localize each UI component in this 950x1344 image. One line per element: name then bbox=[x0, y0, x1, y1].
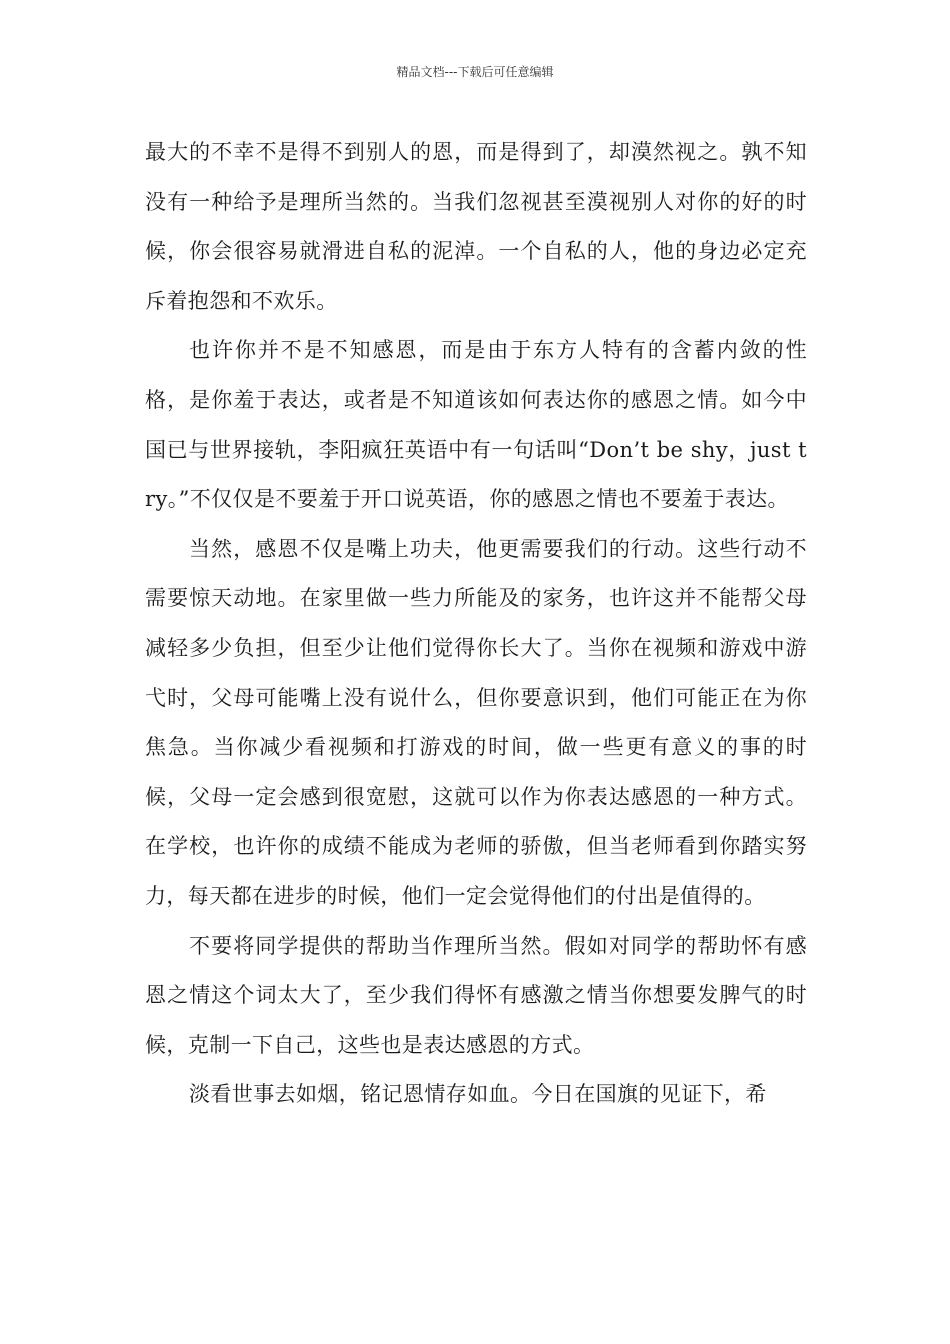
paragraph-5: 淡看世事去如烟，铭记恩情存如血。今日在国旗的见证下，希 bbox=[189, 1082, 767, 1107]
paragraph-1: 最大的不幸不是得不到别人的恩，而是得到了，却漠然视之。孰不知没有一种给予是理所当然的。当我们忽视甚至漠视别人对你的好的时候，你会很容易就滑进自私的泥淖。一个自私的人，他的身边必定充斥着抱怨和不欢乐。 bbox=[145, 140, 807, 313]
paragraph-4: 不要将同学提供的帮助当作理所当然。假如对同学的帮助怀有感恩之情这个词太大了，至少我们得怀有感激之情当你想要发脾气的时候，克制一下自己，这些也是表达感恩的方式。 bbox=[145, 933, 807, 1057]
page-header: 精品文档---下载后可任意编辑 bbox=[396, 65, 554, 79]
paragraph-3: 当然，感恩不仅是嘴上功夫，他更需要我们的行动。这些行动不需要惊天动地。在家里做一些力所能及的家务，也许这并不能帮父母减轻多少负担，但至少让他们觉得你长大了。当你在视频和游戏中游弋时，父母可能嘴上没有说什么，但你要意识到，他们可能正在为你焦急。当你减少看视频和打游戏的时间，做一些更有意义的事的时候，父母一定会感到很宽慰，这就可以作为你表达感恩的一种方式。在学校，也许你的成绩不能成为老师的骄傲，但当老师看到你踏实努力，每天都在进步的时候，他们一定会觉得他们的付出是值得的。 bbox=[145, 536, 807, 908]
paragraph-2: 也许你并不是不知感恩，而是由于东方人特有的含蓄内敛的性格，是你羞于表达，或者是不知道该如何表达你的感恩之情。如今中国已与世界接轨，李阳疯狂英语中有一句话叫“Don’t be shy，just try。”不仅仅是不要羞于开口说英语，你的感恩之情也不要羞于表达。 bbox=[145, 338, 807, 512]
document-body bbox=[145, 128, 807, 1120]
